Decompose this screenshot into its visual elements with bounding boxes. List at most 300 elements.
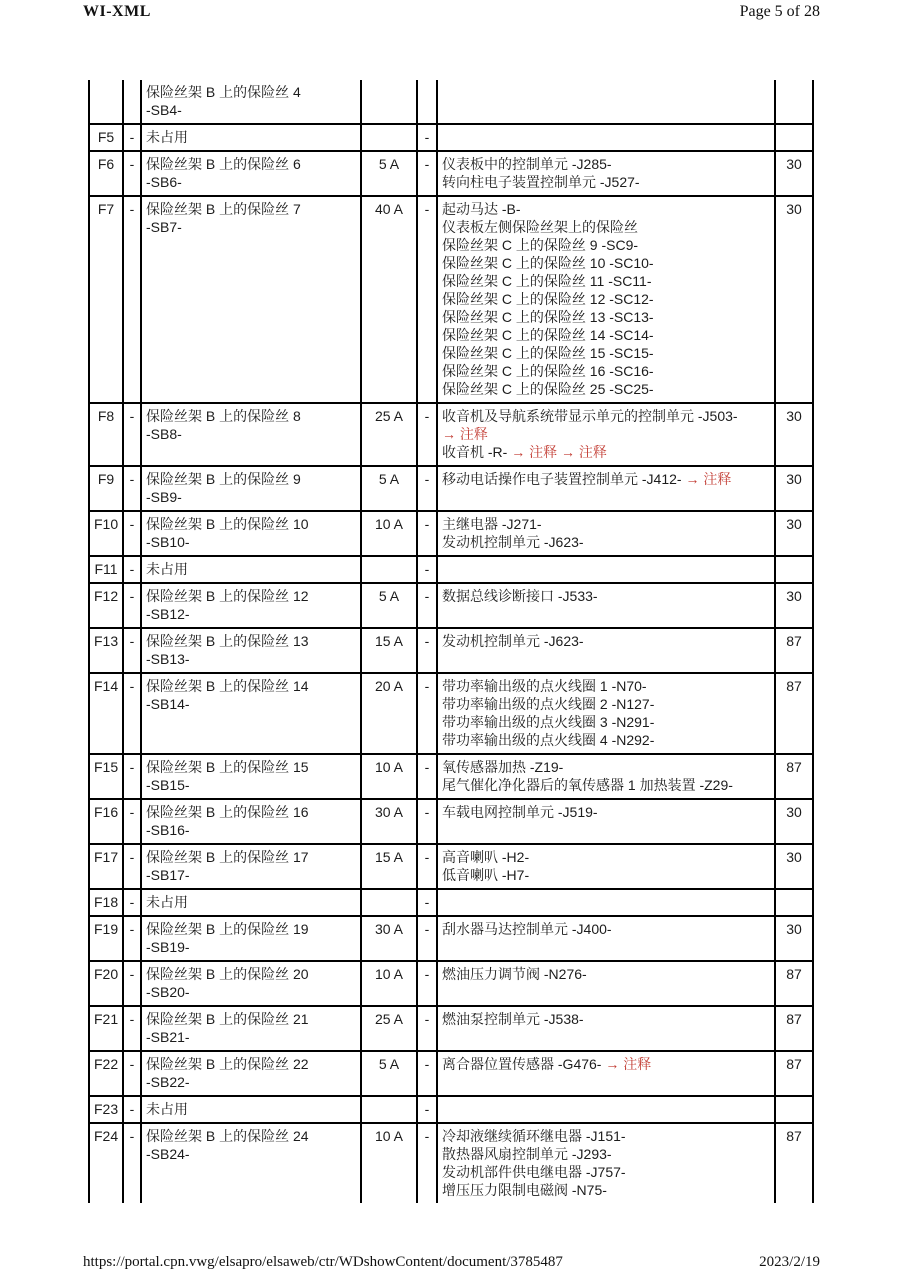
component-text: 保险丝架 B 上的保险丝 6 <box>146 156 301 172</box>
dash-cell <box>123 80 141 124</box>
component-text: 保险丝架 B 上的保险丝 8 <box>146 408 301 424</box>
component-text: 保险丝架 B 上的保险丝 21 <box>146 1011 309 1027</box>
components-cell <box>437 556 775 583</box>
fuse-id-cell: F16 <box>89 799 123 844</box>
component-text: -SB15- <box>146 777 190 793</box>
terminal-cell: 30 <box>775 403 813 466</box>
component-text: 保险丝架 C 上的保险丝 15 -SC15- <box>442 345 654 361</box>
component-text: 冷却液继续循环继电器 -J151- <box>442 1128 626 1144</box>
amperage-cell <box>361 889 417 916</box>
component-text: 保险丝架 B 上的保险丝 24 <box>146 1128 309 1144</box>
component-line <box>442 1163 770 1181</box>
desc-line <box>146 605 356 623</box>
component-text: 保险丝架 C 上的保险丝 10 -SC10- <box>442 255 654 271</box>
print-date: 2023/2/19 <box>759 1254 820 1270</box>
fuse-id-cell: F23 <box>89 1096 123 1123</box>
fuse-id-cell: F13 <box>89 628 123 673</box>
component-line <box>442 965 770 983</box>
component-text: 保险丝架 B 上的保险丝 22 <box>146 1056 309 1072</box>
fuse-desc-cell <box>141 628 361 673</box>
desc-line <box>146 470 356 488</box>
terminal-cell: 30 <box>775 583 813 628</box>
dash-cell: - <box>123 754 141 799</box>
desc-line <box>146 407 356 425</box>
fuse-row-f22 <box>89 1051 813 1096</box>
dash-cell: - <box>417 889 437 916</box>
dash-cell: - <box>123 466 141 511</box>
amperage-cell: 40 A <box>361 196 417 403</box>
desc-line <box>146 560 356 578</box>
fuse-row-f11 <box>89 556 813 583</box>
components-cell <box>437 1006 775 1051</box>
dash-cell: - <box>123 403 141 466</box>
desc-line <box>146 866 356 884</box>
amperage-cell: 10 A <box>361 511 417 556</box>
fuse-id-cell: F18 <box>89 889 123 916</box>
component-text: -SB20- <box>146 984 190 1000</box>
amperage-cell: 20 A <box>361 673 417 754</box>
fuse-desc-cell <box>141 466 361 511</box>
terminal-cell: 30 <box>775 511 813 556</box>
desc-line <box>146 650 356 668</box>
component-text: 保险丝架 B 上的保险丝 9 <box>146 471 301 487</box>
terminal-cell: 30 <box>775 196 813 403</box>
terminal-cell: 87 <box>775 961 813 1006</box>
dash-cell: - <box>417 1123 437 1203</box>
dash-cell: - <box>417 466 437 511</box>
component-text: 保险丝架 B 上的保险丝 10 <box>146 516 309 532</box>
component-text: 未占用 <box>146 894 188 910</box>
component-text: 刮水器马达控制单元 -J400- <box>442 921 612 937</box>
component-text: 起动马达 -B- <box>442 201 521 217</box>
component-line <box>442 632 770 650</box>
components-cell <box>437 511 775 556</box>
component-text: 发动机部件供电继电器 -J757- <box>442 1164 626 1180</box>
dash-cell: - <box>417 754 437 799</box>
fuse-id-cell: F10 <box>89 511 123 556</box>
component-line <box>442 362 770 380</box>
dash-cell: - <box>123 556 141 583</box>
desc-line <box>146 677 356 695</box>
dash-cell: - <box>417 556 437 583</box>
component-text: 仪表板中的控制单元 -J285- <box>442 156 612 172</box>
component-text: 保险丝架 B 上的保险丝 17 <box>146 849 309 865</box>
dash-cell: - <box>123 1051 141 1096</box>
fuse-desc-cell <box>141 403 361 466</box>
component-text: 高音喇叭 -H2- <box>442 849 530 865</box>
component-text: 氧传感器加热 -Z19- <box>442 759 564 775</box>
dash-cell: - <box>123 799 141 844</box>
dash-cell: - <box>123 124 141 151</box>
components-cell <box>437 916 775 961</box>
component-text: -SB13- <box>146 651 190 667</box>
desc-line <box>146 1055 356 1073</box>
desc-line <box>146 965 356 983</box>
desc-line <box>146 200 356 218</box>
terminal-cell: 87 <box>775 754 813 799</box>
desc-line <box>146 488 356 506</box>
component-text: 移动电话操作电子装置控制单元 -J412- <box>442 471 686 487</box>
component-text: -SB22- <box>146 1074 190 1090</box>
amperage-cell <box>361 1096 417 1123</box>
desc-line <box>146 1073 356 1091</box>
fuse-id-cell: F9 <box>89 466 123 511</box>
component-text: 带功率输出级的点火线圈 2 -N127- <box>442 696 655 712</box>
component-line <box>442 218 770 236</box>
desc-line <box>146 1028 356 1046</box>
component-line <box>442 920 770 938</box>
fuse-desc-cell <box>141 1051 361 1096</box>
components-cell <box>437 754 775 799</box>
component-text: 保险丝架 C 上的保险丝 25 -SC25- <box>442 381 654 397</box>
fuse-id-cell: F14 <box>89 673 123 754</box>
component-text: 带功率输出级的点火线圈 1 -N70- <box>442 678 647 694</box>
dash-cell: - <box>417 628 437 673</box>
fuse-id-cell: F12 <box>89 583 123 628</box>
desc-line <box>146 128 356 146</box>
fuse-desc-cell <box>141 1123 361 1203</box>
components-cell <box>437 844 775 889</box>
component-line <box>442 290 770 308</box>
fuse-desc-cell <box>141 124 361 151</box>
dash-cell: - <box>123 511 141 556</box>
desc-line <box>146 83 356 101</box>
terminal-cell <box>775 1096 813 1123</box>
fuse-id-cell: F7 <box>89 196 123 403</box>
component-line <box>442 776 770 794</box>
fuse-assignment-table <box>88 80 814 1203</box>
desc-line <box>146 1010 356 1028</box>
component-line <box>442 731 770 749</box>
component-text: 保险丝架 C 上的保险丝 13 -SC13- <box>442 309 654 325</box>
component-text: 数据总线诊断接口 -J533- <box>442 588 598 604</box>
components-cell <box>437 1051 775 1096</box>
components-cell <box>437 583 775 628</box>
desc-line <box>146 218 356 236</box>
component-text: -SB7- <box>146 219 182 235</box>
desc-line <box>146 1127 356 1145</box>
component-text: 未占用 <box>146 129 188 145</box>
component-text: 尾气催化净化器后的氧传感器 1 加热装置 -Z29- <box>442 777 733 793</box>
component-text: -SB14- <box>146 696 190 712</box>
component-text: 燃油泵控制单元 -J538- <box>442 1011 584 1027</box>
dash-cell: - <box>417 511 437 556</box>
amperage-cell: 10 A <box>361 1123 417 1203</box>
dash-cell: - <box>123 151 141 196</box>
component-text: 收音机及导航系统带显示单元的控制单元 -J503- <box>442 408 738 424</box>
terminal-cell: 87 <box>775 1006 813 1051</box>
fuse-desc-cell <box>141 844 361 889</box>
fuse-desc-cell <box>141 511 361 556</box>
component-line <box>442 695 770 713</box>
terminal-cell: 30 <box>775 466 813 511</box>
component-text: -SB12- <box>146 606 190 622</box>
fuse-desc-cell <box>141 151 361 196</box>
fuse-id-cell: F6 <box>89 151 123 196</box>
amperage-cell <box>361 556 417 583</box>
dash-cell: - <box>123 961 141 1006</box>
terminal-cell: 30 <box>775 844 813 889</box>
component-text: 保险丝架 C 上的保险丝 16 -SC16- <box>442 363 654 379</box>
amperage-cell: 30 A <box>361 799 417 844</box>
component-text: 收音机 -R- <box>442 444 512 460</box>
component-line <box>442 1181 770 1199</box>
dash-cell: - <box>123 673 141 754</box>
component-text: -SB10- <box>146 534 190 550</box>
fuse-id-cell: F20 <box>89 961 123 1006</box>
dash-cell: - <box>123 916 141 961</box>
dash-cell: - <box>123 889 141 916</box>
fuse-row-f15 <box>89 754 813 799</box>
fuse-row-f14 <box>89 673 813 754</box>
fuse-desc-cell <box>141 556 361 583</box>
component-text: -SB19- <box>146 939 190 955</box>
document-title: WI-XML <box>83 3 151 20</box>
component-line <box>442 254 770 272</box>
fuse-row-f13 <box>89 628 813 673</box>
fuse-row-f19 <box>89 916 813 961</box>
dash-cell: - <box>417 844 437 889</box>
components-cell <box>437 466 775 511</box>
component-text: -SB16- <box>146 822 190 838</box>
component-line <box>442 1055 770 1073</box>
page-number: Page 5 of 28 <box>739 3 820 20</box>
dash-cell: - <box>123 1123 141 1203</box>
components-cell <box>437 80 775 124</box>
amperage-cell: 10 A <box>361 754 417 799</box>
dash-cell: - <box>123 196 141 403</box>
component-line <box>442 272 770 290</box>
dash-cell: - <box>417 403 437 466</box>
fuse-row-f10 <box>89 511 813 556</box>
dash-cell: - <box>417 916 437 961</box>
component-line <box>442 407 770 425</box>
fuse-id-cell: F21 <box>89 1006 123 1051</box>
component-text: 未占用 <box>146 1101 188 1117</box>
component-line <box>442 803 770 821</box>
component-line <box>442 326 770 344</box>
dash-cell: - <box>123 844 141 889</box>
desc-line <box>146 632 356 650</box>
terminal-cell: 30 <box>775 799 813 844</box>
component-line <box>442 173 770 191</box>
fuse-desc-cell <box>141 673 361 754</box>
fuse-row-f12 <box>89 583 813 628</box>
dash-cell: - <box>123 1006 141 1051</box>
terminal-cell: 87 <box>775 1123 813 1203</box>
component-text: 保险丝架 B 上的保险丝 4 <box>146 84 301 100</box>
component-line <box>442 713 770 731</box>
amperage-cell: 5 A <box>361 466 417 511</box>
desc-line <box>146 101 356 119</box>
component-text: 转向柱电子装置控制单元 -J527- <box>442 174 640 190</box>
amperage-cell: 15 A <box>361 844 417 889</box>
component-line <box>442 1145 770 1163</box>
fuse-id-cell <box>89 80 123 124</box>
components-cell <box>437 1096 775 1123</box>
fuse-row-f18 <box>89 889 813 916</box>
desc-line <box>146 1100 356 1118</box>
components-cell <box>437 673 775 754</box>
dash-cell: - <box>417 799 437 844</box>
dash-cell: - <box>123 628 141 673</box>
desc-line <box>146 425 356 443</box>
desc-line <box>146 848 356 866</box>
fuse-row-continued <box>89 80 813 124</box>
note-link[interactable]: → 注释 <box>685 471 732 487</box>
component-text: 保险丝架 B 上的保险丝 12 <box>146 588 309 604</box>
fuse-row-f23 <box>89 1096 813 1123</box>
components-cell <box>437 196 775 403</box>
fuse-desc-cell <box>141 80 361 124</box>
dash-cell: - <box>417 1096 437 1123</box>
components-cell <box>437 961 775 1006</box>
fuse-id-cell: F15 <box>89 754 123 799</box>
note-link[interactable]: → 注释 <box>605 1056 652 1072</box>
component-line <box>442 470 770 488</box>
desc-line <box>146 893 356 911</box>
dash-cell: - <box>417 1051 437 1096</box>
components-cell <box>437 628 775 673</box>
component-line <box>442 1127 770 1145</box>
component-line <box>442 425 770 443</box>
component-text: 发动机控制单元 -J623- <box>442 534 584 550</box>
fuse-row-f6 <box>89 151 813 196</box>
component-text: -SB8- <box>146 426 182 442</box>
fuse-row-f5 <box>89 124 813 151</box>
fuse-desc-cell <box>141 889 361 916</box>
components-cell <box>437 124 775 151</box>
terminal-cell <box>775 889 813 916</box>
component-text: 保险丝架 B 上的保险丝 19 <box>146 921 309 937</box>
component-text: -SB21- <box>146 1029 190 1045</box>
dash-cell: - <box>417 124 437 151</box>
component-text: -SB4- <box>146 102 182 118</box>
component-line <box>442 677 770 695</box>
fuse-row-f21 <box>89 1006 813 1051</box>
fuse-id-cell: F24 <box>89 1123 123 1203</box>
components-cell <box>437 403 775 466</box>
component-text: 燃油压力调节阀 -N276- <box>442 966 587 982</box>
desc-line <box>146 155 356 173</box>
dash-cell: - <box>417 673 437 754</box>
component-text: -SB17- <box>146 867 190 883</box>
component-text: 散热器风扇控制单元 -J293- <box>442 1146 612 1162</box>
component-text: 保险丝架 C 上的保险丝 14 -SC14- <box>442 327 654 343</box>
component-line <box>442 587 770 605</box>
fuse-id-cell: F8 <box>89 403 123 466</box>
component-text: 保险丝架 B 上的保险丝 20 <box>146 966 309 982</box>
component-line <box>442 200 770 218</box>
desc-line <box>146 776 356 794</box>
component-text: 保险丝架 C 上的保险丝 11 -SC11- <box>442 273 652 289</box>
page-header <box>83 3 820 21</box>
desc-line <box>146 515 356 533</box>
fuse-desc-cell <box>141 196 361 403</box>
component-text: 保险丝架 B 上的保险丝 15 <box>146 759 309 775</box>
dash-cell: - <box>417 583 437 628</box>
fuse-row-f20 <box>89 961 813 1006</box>
desc-line <box>146 938 356 956</box>
amperage-cell: 30 A <box>361 916 417 961</box>
dash-cell: - <box>417 961 437 1006</box>
components-cell <box>437 151 775 196</box>
desc-line <box>146 803 356 821</box>
fuse-row-f7 <box>89 196 813 403</box>
amperage-cell: 5 A <box>361 583 417 628</box>
fuse-desc-cell <box>141 916 361 961</box>
fuse-desc-cell <box>141 1096 361 1123</box>
terminal-cell <box>775 124 813 151</box>
components-cell <box>437 889 775 916</box>
dash-cell: - <box>123 583 141 628</box>
terminal-cell: 30 <box>775 916 813 961</box>
component-text: -SB6- <box>146 174 182 190</box>
amperage-cell: 10 A <box>361 961 417 1006</box>
component-text: 带功率输出级的点火线圈 4 -N292- <box>442 732 655 748</box>
desc-line <box>146 533 356 551</box>
fuse-desc-cell <box>141 961 361 1006</box>
amperage-cell: 5 A <box>361 151 417 196</box>
component-text: 保险丝架 B 上的保险丝 7 <box>146 201 301 217</box>
components-cell <box>437 799 775 844</box>
component-line <box>442 515 770 533</box>
fuse-row-f8 <box>89 403 813 466</box>
amperage-cell: 25 A <box>361 1006 417 1051</box>
component-line <box>442 758 770 776</box>
fuse-id-cell: F22 <box>89 1051 123 1096</box>
terminal-cell: 30 <box>775 151 813 196</box>
component-text: 保险丝架 C 上的保险丝 12 -SC12- <box>442 291 654 307</box>
component-line <box>442 308 770 326</box>
component-line <box>442 380 770 398</box>
component-text: 车载电网控制单元 -J519- <box>442 804 598 820</box>
component-line <box>442 155 770 173</box>
amperage-cell: 15 A <box>361 628 417 673</box>
component-text: -SB9- <box>146 489 182 505</box>
component-text: 离合器位置传感器 -G476- <box>442 1056 606 1072</box>
fuse-desc-cell <box>141 583 361 628</box>
terminal-cell <box>775 80 813 124</box>
amperage-cell <box>361 80 417 124</box>
desc-line <box>146 1145 356 1163</box>
amperage-cell: 25 A <box>361 403 417 466</box>
terminal-cell: 87 <box>775 1051 813 1096</box>
desc-line <box>146 173 356 191</box>
desc-line <box>146 695 356 713</box>
fuse-id-cell: F5 <box>89 124 123 151</box>
component-text: 保险丝架 C 上的保险丝 9 -SC9- <box>442 237 639 253</box>
fuse-desc-cell <box>141 754 361 799</box>
dash-cell: - <box>123 1096 141 1123</box>
terminal-cell: 87 <box>775 628 813 673</box>
component-text: 带功率输出级的点火线圈 3 -N291- <box>442 714 655 730</box>
terminal-cell: 87 <box>775 673 813 754</box>
component-line <box>442 533 770 551</box>
note-link[interactable]: → 注释 <box>442 426 488 442</box>
component-line <box>442 344 770 362</box>
fuse-row-f9 <box>89 466 813 511</box>
note-link[interactable]: → 注释 → 注释 <box>511 444 607 460</box>
components-cell <box>437 1123 775 1203</box>
fuse-row-f24 <box>89 1123 813 1203</box>
desc-line <box>146 821 356 839</box>
component-line <box>442 443 770 461</box>
component-text: 保险丝架 B 上的保险丝 16 <box>146 804 309 820</box>
page-footer <box>83 1254 820 1271</box>
component-text: 主继电器 -J271- <box>442 516 542 532</box>
fuse-id-cell: F19 <box>89 916 123 961</box>
